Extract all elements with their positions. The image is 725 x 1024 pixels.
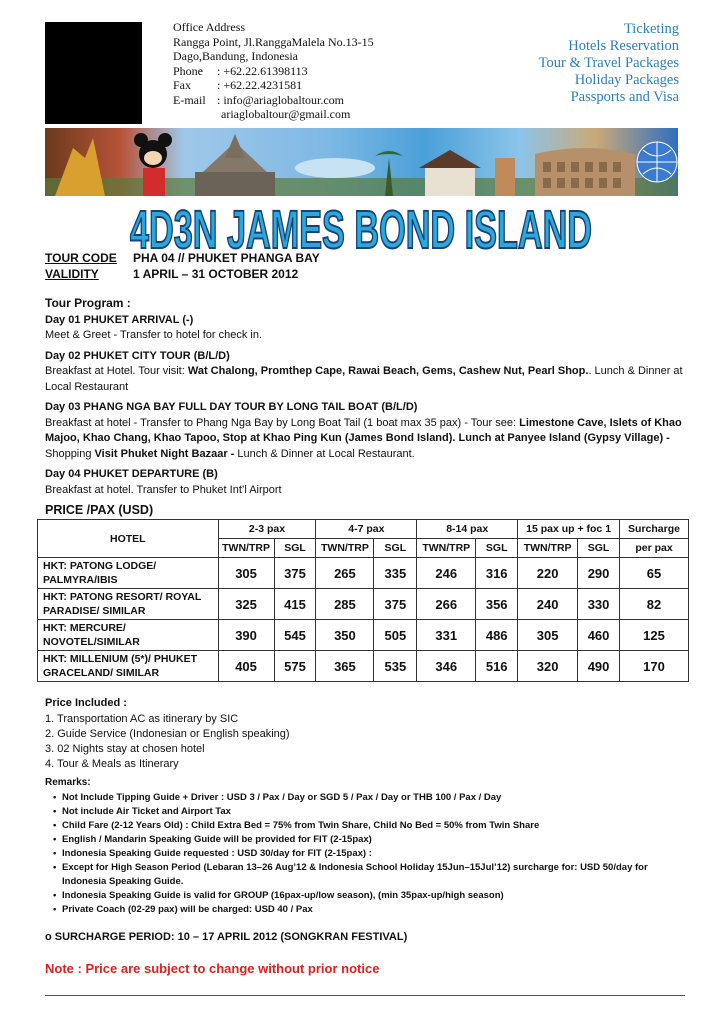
price-cell: 331: [417, 620, 476, 651]
day3-bazaar: Visit Phuket Night Bazaar -: [94, 447, 235, 460]
hotel-name-line: PARADISE/ SIMILAR: [43, 605, 146, 617]
program-heading: Tour Program :: [45, 296, 131, 310]
tour-program: [45, 296, 685, 498]
validity-label: VALIDITY: [45, 267, 99, 281]
service-item: Tour & Travel Packages: [538, 55, 679, 71]
price-cell: 545: [274, 620, 316, 651]
price-cell: 320: [518, 651, 578, 682]
remark-item: [53, 861, 685, 889]
hotel-name-line: HKT: MILLENIUM (5*)/ PHUKET: [43, 653, 197, 665]
included-item: 2. Guide Service (Indonesian or English speaking): [45, 728, 290, 740]
hotel-cell: [38, 558, 219, 589]
tour-title: [45, 196, 678, 258]
remark-item: • English / Mandarin Speaking Guide will be provided for FIT (2-15pax): [53, 833, 685, 847]
price-change-note: Note : Price are subject to change without prior notice: [45, 961, 380, 976]
price-cell: 516: [476, 651, 518, 682]
email-row: [173, 93, 374, 108]
included-item: 4. Tour & Meals as Itinerary: [45, 758, 179, 770]
surcharge-cell: 65: [620, 558, 689, 589]
day3-title: Day 03 PHANG NGA BAY FULL DAY TOUR BY LONG TAIL BOAT (B/L/D): [45, 401, 418, 413]
price-cell: 316: [476, 558, 518, 589]
table-row: [38, 558, 689, 589]
price-cell: 375: [274, 558, 316, 589]
hotel-cell: [38, 651, 219, 682]
validity-value: 1 APRIL – 31 OCTOBER 2012: [133, 267, 299, 281]
price-cell: 330: [578, 589, 620, 620]
fax-row: [173, 78, 374, 93]
group-header: 8-14 pax: [417, 520, 518, 539]
landmarks-banner: [45, 128, 678, 196]
sub-header: TWN/TRP: [518, 539, 578, 558]
service-item: Hotels Reservation: [568, 38, 679, 54]
email-value-2: ariaglobaltour@gmail.com: [221, 107, 351, 121]
banner-collage-image: [45, 128, 678, 196]
day4-text: Breakfast at hotel. Transfer to Phuket Int’l Airport: [45, 483, 282, 496]
phone-label: Phone: [173, 63, 203, 78]
group-header: 2-3 pax: [218, 520, 316, 539]
price-cell: 365: [316, 651, 374, 682]
office-line2: Dago,Bandung, Indonesia: [173, 49, 298, 63]
included-item: 3. 02 Nights stay at chosen hotel: [45, 743, 205, 755]
price-cell: 375: [374, 589, 417, 620]
price-table: [37, 519, 689, 682]
table-row: [38, 589, 689, 620]
day2-text-part: Breakfast at Hotel. Tour visit:: [45, 365, 188, 377]
price-cell: 390: [218, 620, 274, 651]
per-pax-header: per pax: [620, 539, 689, 558]
price-cell: 305: [518, 620, 578, 651]
hotel-name-line: GRACELAND/ SIMILAR: [43, 667, 160, 679]
day3-text-part: Breakfast at hotel - Transfer to Phang Nga Bay by Long Boat Tail (1 boat max 35 pax) - Tour see:: [45, 416, 520, 429]
price-cell: 325: [218, 589, 274, 620]
sub-header: SGL: [476, 539, 518, 558]
service-item: Ticketing: [623, 21, 679, 37]
remark-text-continued: Indonesia Speaking Guide.: [62, 876, 184, 887]
day3-text: [45, 416, 685, 463]
remarks-list: [45, 791, 685, 917]
price-cell: 346: [417, 651, 476, 682]
remarks: [45, 776, 685, 917]
price-cell: 266: [417, 589, 476, 620]
surcharge-period: o SURCHARGE PERIOD: 10 – 17 APRIL 2012 (SONGKRAN FESTIVAL): [45, 931, 408, 943]
remark-text: Except for High Season Period (Lebaran 13–26 Aug’12 & Indonesia School Holiday 15Jun–15Jul’12) surcharge for: USD 50/day for: [62, 862, 648, 873]
hotel-cell: [38, 589, 219, 620]
sub-header: SGL: [374, 539, 417, 558]
price-cell: 265: [316, 558, 374, 589]
price-cell: 486: [476, 620, 518, 651]
price-heading: PRICE /PAX (USD): [45, 503, 154, 517]
table-row: [38, 620, 689, 651]
day3-text-part: Shopping: [45, 447, 95, 460]
tour-info: [45, 250, 320, 282]
included-heading: Price Included :: [45, 697, 127, 709]
hotel-name-line: HKT: MERCURE/: [43, 622, 126, 634]
price-cell: 246: [417, 558, 476, 589]
price-cell: 460: [578, 620, 620, 651]
hotel-cell: [38, 620, 219, 651]
surcharge-cell: 125: [620, 620, 689, 651]
hotel-name-line: HKT: PATONG LODGE/: [43, 560, 157, 572]
hotel-name-line: PALMYRA/IBIS: [43, 574, 118, 586]
price-cell: 290: [578, 558, 620, 589]
sub-header: SGL: [274, 539, 316, 558]
tour-code-value: PHA 04 // PHUKET PHANGA BAY: [133, 251, 320, 265]
tour-code-label: TOUR CODE: [45, 251, 117, 265]
hotel-header: HOTEL: [38, 520, 219, 558]
day4-title: Day 04 PHUKET DEPARTURE (B): [45, 468, 218, 480]
price-cell: 350: [316, 620, 374, 651]
email-value-1: : info@ariaglobaltour.com: [217, 92, 345, 107]
price-cell: 305: [218, 558, 274, 589]
group-header: 15 pax up + foc 1: [518, 520, 620, 539]
services-list: [539, 21, 679, 106]
day2-text-part: . Lunch & Dinner at Local Restaurant: [45, 365, 683, 393]
email-label: E-mail: [173, 92, 206, 107]
remark-item: • Private Coach (02-29 pax) will be charged: USD 40 / Pax: [53, 903, 685, 917]
price-cell: 240: [518, 589, 578, 620]
day1-title: Day 01 PHUKET ARRIVAL (-): [45, 313, 194, 326]
surcharge-cell: 170: [620, 651, 689, 682]
office-line1: Rangga Point, Jl.RanggaMalela No.13-15: [173, 34, 374, 49]
day3-highlights: Limestone Cave, Islets of Khao Majoo, Khao Chang, Khao Tapoo, Stop at Khao Ping Kun (James Bond Island). Lunch at Panyee Island (Gypsy Village) -: [45, 416, 682, 444]
service-item: Passports and Visa: [570, 89, 679, 105]
remark-item: • Child Fare (2-12 Years Old) : Child Extra Bed = 75% from Twin Share, Child No Bed = 50% from Twin Share: [53, 819, 685, 833]
office-title: Office Address: [173, 20, 246, 34]
price-cell: 220: [518, 558, 578, 589]
sub-header: TWN/TRP: [417, 539, 476, 558]
group-header: 4-7 pax: [316, 520, 417, 539]
remark-item: • Not Include Tipping Guide + Driver : USD 3 / Pax / Day or SGD 5 / Pax / Day or THB 100 / Pax / Day: [53, 791, 685, 805]
price-cell: 505: [374, 620, 417, 651]
price-included: [45, 696, 290, 772]
price-cell: 335: [374, 558, 417, 589]
price-cell: 535: [374, 651, 417, 682]
day1-text: Meet & Greet - Transfer to hotel for check in.: [45, 329, 263, 341]
fax-label: Fax: [173, 78, 191, 92]
sub-header: SGL: [578, 539, 620, 558]
price-cell: 405: [218, 651, 274, 682]
day2-title: Day 02 PHUKET CITY TOUR (B/L/D): [45, 349, 230, 362]
footer-divider: [45, 995, 685, 996]
table-row: [38, 651, 689, 682]
hotel-name-line: NOVOTEL/SIMILAR: [43, 636, 140, 648]
hotel-name-line: HKT: PATONG RESORT/ ROYAL: [43, 591, 202, 603]
remark-item: • Indonesia Speaking Guide requested : USD 30/day for FIT (2-15pax) :: [53, 847, 685, 861]
surcharge-header: Surcharge: [620, 520, 689, 539]
sub-header: TWN/TRP: [316, 539, 374, 558]
sub-header: TWN/TRP: [218, 539, 274, 558]
price-cell: 356: [476, 589, 518, 620]
service-item: Holiday Packages: [574, 72, 679, 88]
remark-item: • Indonesia Speaking Guide is valid for GROUP (16pax-up/low season), (min 35pax-up/high season): [53, 889, 685, 903]
day3-text-part: Lunch & Dinner at Local Restaurant.: [234, 447, 415, 460]
company-logo: [45, 22, 142, 124]
phone-value: : +62.22.61398113: [217, 63, 308, 78]
price-cell: 575: [274, 651, 316, 682]
price-cell: 415: [274, 589, 316, 620]
office-address: [173, 20, 374, 122]
remarks-heading: Remarks:: [45, 777, 91, 788]
included-item: 1. Transportation AC as itinerary by SIC: [45, 713, 239, 725]
phone-row: [173, 64, 374, 79]
price-cell: 490: [578, 651, 620, 682]
tour-title-text: 4D3N JAMES BOND ISLAND: [130, 200, 592, 258]
day2-text: [45, 364, 685, 395]
fax-value: : +62.22.4231581: [217, 78, 303, 92]
surcharge-cell: 82: [620, 589, 689, 620]
day2-highlights: Wat Chalong, Promthep Cape, Rawai Beach, Gems, Cashew Nut, Pearl Shop.: [187, 365, 589, 377]
remark-item: • Not include Air Ticket and Airport Tax: [53, 805, 685, 819]
price-cell: 285: [316, 589, 374, 620]
